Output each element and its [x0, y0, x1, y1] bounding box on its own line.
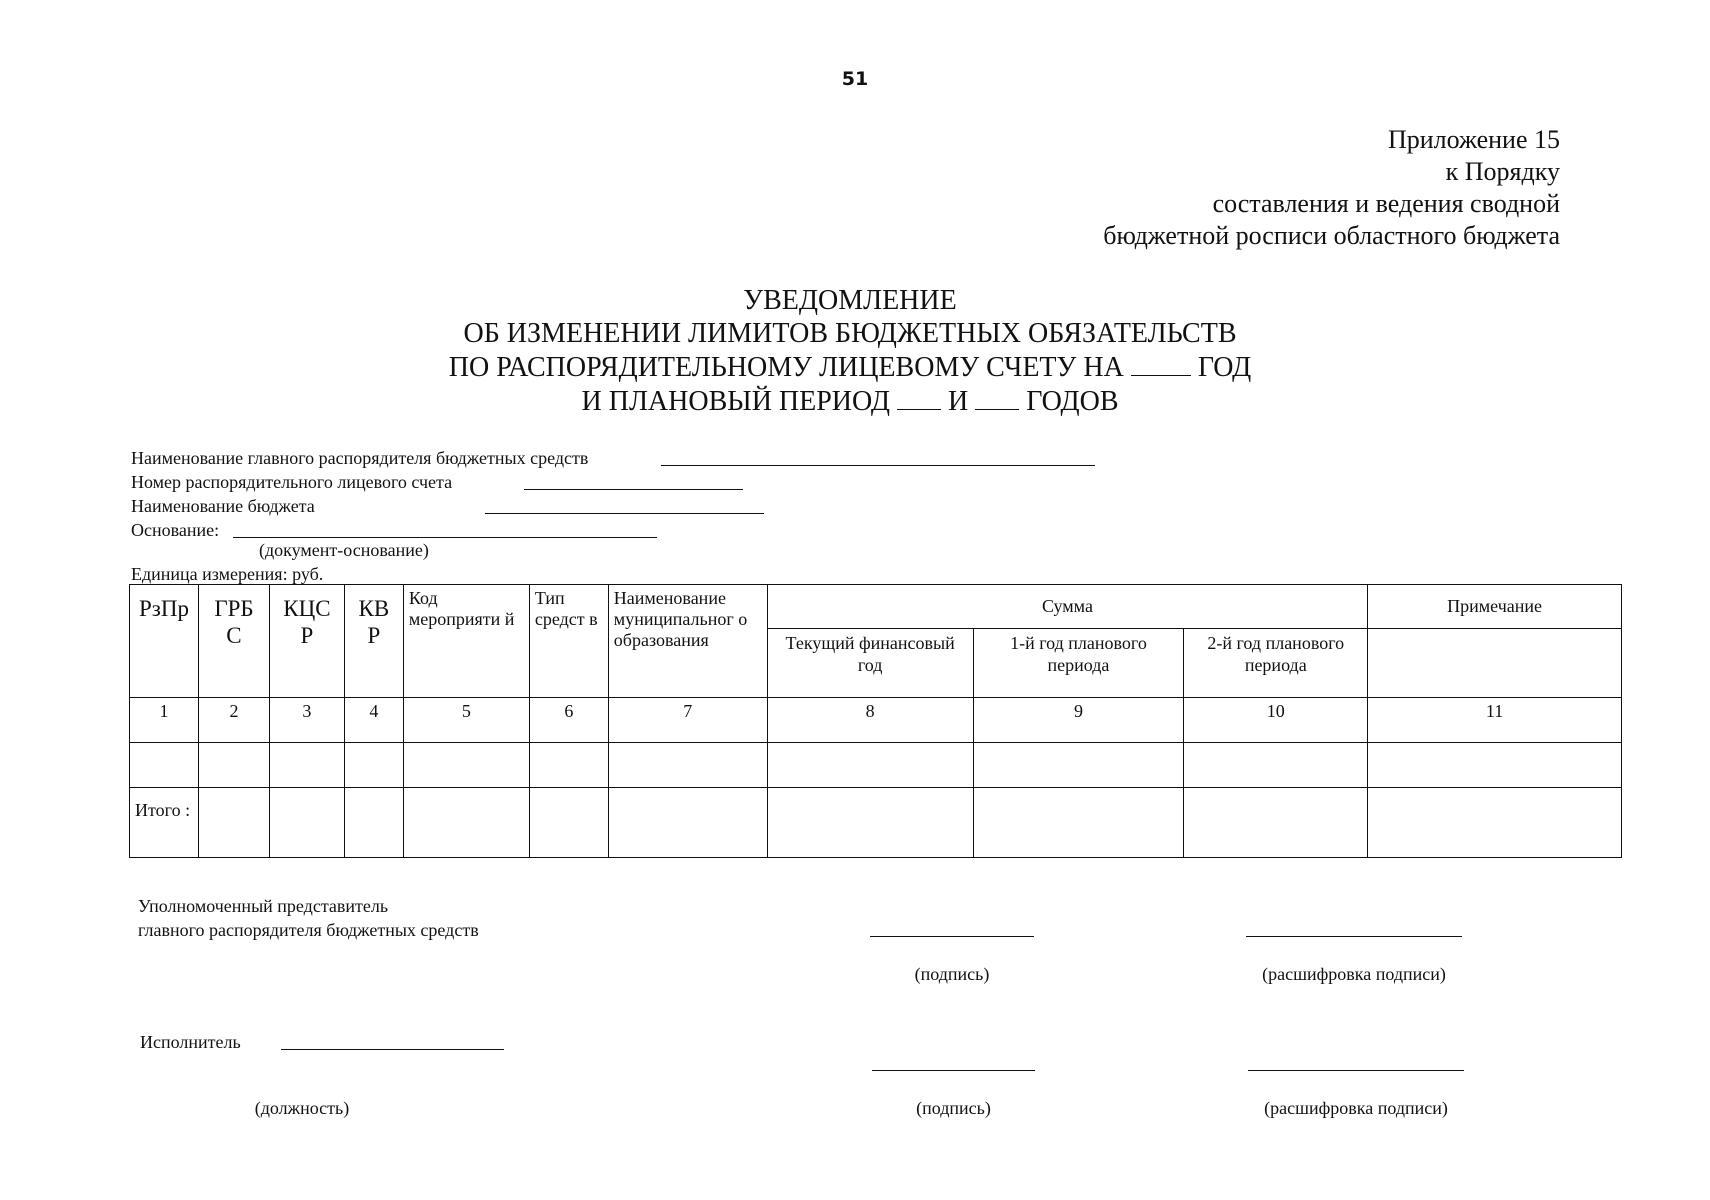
- field-main-manager-label: Наименование главного распорядителя бюджетных средств: [131, 448, 589, 468]
- representative-decode-line[interactable]: [1246, 936, 1462, 937]
- document-title: [0, 284, 1700, 418]
- col-header-sum: Сумма: [767, 585, 1367, 629]
- title-line-3-year: ГОД: [1197, 352, 1252, 383]
- data-row: [130, 743, 1622, 788]
- title-line-1: УВЕДОМЛЕНИЕ: [743, 285, 957, 316]
- field-basis-input[interactable]: [233, 537, 657, 538]
- col-header-funds-type: Тип средст в: [529, 585, 608, 698]
- header-row-1: [130, 585, 1622, 629]
- col-header-municipality: Наименование муниципальног о образования: [608, 585, 767, 698]
- data-cell[interactable]: [344, 743, 403, 788]
- title-line-4-and: И: [947, 386, 969, 417]
- col-header-plan-year-1: 1-й год планового периода: [973, 629, 1184, 698]
- col-header-note-empty: [1368, 629, 1622, 698]
- column-number: 5: [403, 698, 529, 743]
- unit-of-measure: Единица измерения: руб.: [131, 564, 324, 584]
- column-number: 8: [767, 698, 973, 743]
- executor-position-caption: (должность): [254, 1098, 350, 1118]
- executor-signature-line[interactable]: [872, 1070, 1035, 1071]
- column-number: 3: [269, 698, 344, 743]
- appendix-line-1: Приложение 15: [1387, 125, 1560, 154]
- total-row: [130, 788, 1622, 858]
- header-fields: [131, 446, 588, 542]
- total-cell[interactable]: [344, 788, 403, 858]
- page-number: 51: [841, 68, 869, 90]
- representative-decode-caption: (расшифровка подписи): [1262, 964, 1446, 984]
- column-number: 11: [1368, 698, 1622, 743]
- data-cell[interactable]: [767, 743, 973, 788]
- total-cell[interactable]: [198, 788, 269, 858]
- year-blank[interactable]: [1131, 350, 1191, 376]
- field-account-number: [131, 470, 588, 494]
- basis-note: (документ-основание): [259, 540, 429, 560]
- executor-position-line[interactable]: [281, 1049, 504, 1050]
- col-header-kcsr: КЦС Р: [269, 585, 344, 698]
- executor-signature-caption: (подпись): [916, 1098, 991, 1118]
- column-number: 7: [608, 698, 767, 743]
- title-line-4: [0, 384, 1700, 418]
- field-budget-name: [131, 494, 588, 518]
- col-header-current-year: Текущий финансовый год: [767, 629, 973, 698]
- total-cell[interactable]: [403, 788, 529, 858]
- col-header-kvr: КВ Р: [344, 585, 403, 698]
- field-main-manager: [131, 446, 588, 470]
- representative-line-1: Уполномоченный представитель: [138, 896, 389, 916]
- title-line-3: [0, 350, 1700, 384]
- representative-label: [138, 894, 479, 942]
- appendix-reference: [1103, 124, 1560, 252]
- data-cell[interactable]: [529, 743, 608, 788]
- col-header-grbs: ГРБ С: [198, 585, 269, 698]
- field-basis-label: Основание:: [131, 520, 220, 540]
- total-cell[interactable]: [608, 788, 767, 858]
- total-cell[interactable]: [973, 788, 1184, 858]
- col-header-event-code: Код мероприяти й: [403, 585, 529, 698]
- title-line-4-years: ГОДОВ: [1026, 386, 1119, 417]
- data-cell[interactable]: [269, 743, 344, 788]
- total-cell[interactable]: [269, 788, 344, 858]
- total-label: Итого :: [130, 788, 199, 858]
- data-cell[interactable]: [1368, 743, 1622, 788]
- field-main-manager-input[interactable]: [661, 465, 1095, 466]
- executor-decode-caption: (расшифровка подписи): [1264, 1098, 1448, 1118]
- limits-table: [129, 584, 1622, 858]
- executor-label: Исполнитель: [140, 1032, 241, 1052]
- data-cell[interactable]: [198, 743, 269, 788]
- field-account-number-input[interactable]: [524, 489, 743, 490]
- column-number: 1: [130, 698, 199, 743]
- column-number: 10: [1184, 698, 1368, 743]
- executor-decode-line[interactable]: [1248, 1070, 1464, 1071]
- total-cell[interactable]: [529, 788, 608, 858]
- representative-line-2: главного распорядителя бюджетных средств: [138, 920, 479, 940]
- plan-year2-blank[interactable]: [975, 384, 1019, 410]
- data-cell[interactable]: [608, 743, 767, 788]
- field-budget-name-input[interactable]: [485, 513, 764, 514]
- column-number: 9: [973, 698, 1184, 743]
- column-number: 4: [344, 698, 403, 743]
- title-line-2: ОБ ИЗМЕНЕНИИ ЛИМИТОВ БЮДЖЕТНЫХ ОБЯЗАТЕЛЬСТВ: [463, 318, 1237, 349]
- appendix-line-3: составления и ведения сводной: [1212, 189, 1560, 218]
- appendix-line-4: бюджетной росписи областного бюджета: [1103, 221, 1560, 250]
- column-number: 2: [198, 698, 269, 743]
- field-budget-name-label: Наименование бюджета: [131, 496, 315, 516]
- col-header-plan-year-2: 2-й год планового периода: [1184, 629, 1368, 698]
- title-line-3-text: ПО РАСПОРЯДИТЕЛЬНОМУ ЛИЦЕВОМУ СЧЕТУ НА: [448, 352, 1124, 383]
- column-number: 6: [529, 698, 608, 743]
- field-account-number-label: Номер распорядительного лицевого счета: [131, 472, 453, 492]
- col-header-note: Примечание: [1368, 585, 1622, 629]
- title-line-4-text: И ПЛАНОВЫЙ ПЕРИОД: [581, 386, 890, 417]
- data-cell[interactable]: [973, 743, 1184, 788]
- total-cell[interactable]: [1368, 788, 1622, 858]
- plan-year1-blank[interactable]: [897, 384, 941, 410]
- total-cell[interactable]: [1184, 788, 1368, 858]
- representative-signature-caption: (подпись): [914, 964, 990, 984]
- data-cell[interactable]: [1184, 743, 1368, 788]
- col-header-rzpr: РзПр: [130, 585, 199, 698]
- total-cell[interactable]: [767, 788, 973, 858]
- data-cell[interactable]: [130, 743, 199, 788]
- data-cell[interactable]: [403, 743, 529, 788]
- field-basis: [131, 518, 588, 542]
- column-numbers-row: [130, 698, 1622, 743]
- representative-signature-line[interactable]: [870, 936, 1034, 937]
- appendix-line-2: к Порядку: [1445, 157, 1560, 186]
